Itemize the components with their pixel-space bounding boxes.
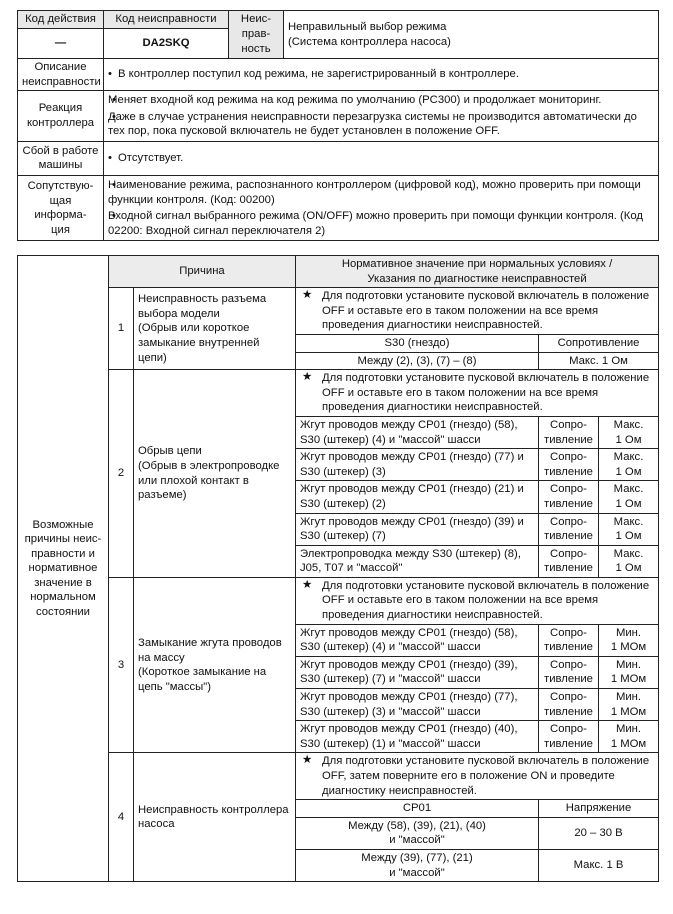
info-items — [104, 91, 659, 142]
measure-value: Макс. 1 Ом — [539, 352, 659, 370]
subheader: CP01 — [296, 800, 539, 818]
measure-kind: Сопро- тивление — [539, 545, 599, 577]
cause-text: Замыкание жгута проводов на массу (Короткое замыкание на цепь "массы") — [134, 577, 296, 753]
cause-header: Причина — [109, 256, 296, 288]
measure-value: Мин. 1 МОм — [599, 721, 659, 753]
subheader: Напряжение — [539, 800, 659, 818]
fault-code-header: Код неисправности — [104, 11, 229, 29]
action-code-header: Код действия — [18, 11, 104, 29]
info-label: Сбой в работе машины — [18, 141, 104, 175]
info-item: • Отсутствует. — [104, 141, 659, 175]
instruction-note: ★ Для подготовки установите пусковой включатель в положение OFF и оставьте его в таком положении на все время проведения диагностики неисправностей. — [296, 577, 659, 624]
measure-point: Жгут проводов между CP01 (гнездо) (77), S30 (штекер) (3) и "массой" шасси — [296, 689, 539, 721]
measure-point: Жгут проводов между CP01 (гнездо) (58), S30 (штекер) (4) и "массой" шасси — [296, 624, 539, 656]
info-items — [104, 175, 659, 240]
measure-point: Между (2), (3), (7) – (8) — [296, 352, 539, 370]
cause-text: Неисправность контроллера насоса — [134, 753, 296, 882]
cause-number: 1 — [109, 288, 134, 370]
info-label: Реакция контроллера — [18, 91, 104, 142]
action-code-value: — — [18, 29, 104, 59]
fault-code-value: DA2SKQ — [104, 29, 229, 59]
measure-value: Макс. 1 В — [539, 849, 659, 881]
measure-point: Жгут проводов между CP01 (гнездо) (39) и S30 (штекер) (7) — [296, 513, 539, 545]
cause-number: 2 — [109, 370, 134, 578]
measure-value: Мин. 1 МОм — [599, 624, 659, 656]
measure-kind: Сопро- тивление — [539, 513, 599, 545]
measure-point: Между (58), (39), (21), (40) и "массой" — [296, 817, 539, 849]
measure-kind: Сопро- тивление — [539, 481, 599, 513]
measure-point: Жгут проводов между CP01 (гнездо) (40), S30 (штекер) (1) и "массой" шасси — [296, 721, 539, 753]
measure-point: Жгут проводов между CP01 (гнездо) (21) и S30 (штекер) (2) — [296, 481, 539, 513]
info-item: • Даже в случае устранения неисправности перезагрузка системы не производится автоматически до тех пор, пока пусковой включатель не будет установлен в положение OFF. — [108, 109, 654, 140]
measure-point: Жгут проводов между CP01 (гнездо) (39), S30 (штекер) (7) и "массой" шасси — [296, 656, 539, 688]
causes-label: Возможные причины неис- правности и нормативное значение в нормальном состоянии — [18, 256, 109, 882]
measure-value: Макс. 1 Ом — [599, 481, 659, 513]
measure-kind: Сопро- тивление — [539, 689, 599, 721]
measure-point: Между (39), (77), (21) и "массой" — [296, 849, 539, 881]
info-item: • Входной сигнал выбранного режима (ON/OFF) можно проверить при помощи функции контроля. (Код 02200: Входной сигнал переключателя 2) — [108, 208, 654, 239]
measure-point: Электропроводка между S30 (штекер) (8), J05, T07 и "массой" — [296, 545, 539, 577]
instruction-note: ★ Для подготовки установите пусковой включатель в положение OFF и оставьте его в таком положении на все время проведения диагностики неисправностей. — [296, 370, 659, 417]
measure-value: 20 – 30 В — [539, 817, 659, 849]
measure-point: Жгут проводов между CP01 (гнездо) (58), S30 (штекер) (4) и "массой" шасси — [296, 416, 539, 448]
info-item: • Наименование режима, распознанного контроллером (цифровой код), можно проверить при помощи функции контроля. (Код: 00200) — [108, 177, 654, 208]
cause-text: Неисправность разъема выбора модели (Обрыв или короткое замыкание внутренней цепи) — [134, 288, 296, 370]
info-label: Сопутствую- щая информа- ция — [18, 175, 104, 240]
measure-value: Мин. 1 МОм — [599, 689, 659, 721]
subheader: Сопротивление — [539, 334, 659, 352]
cause-number: 3 — [109, 577, 134, 753]
measure-value: Макс. 1 Ом — [599, 449, 659, 481]
subheader: S30 (гнездо) — [296, 334, 539, 352]
info-item: • В контроллер поступил код режима, не зарегистрированный в контроллере. — [104, 59, 659, 91]
measure-kind: Сопро- тивление — [539, 656, 599, 688]
info-label: Описание неисправности — [18, 59, 104, 91]
diagnostic-table — [17, 255, 659, 882]
info-item: • Меняет входной код режима на код режима по умолчанию (PC300) и продолжает мониторинг. — [108, 92, 654, 109]
measure-value: Макс. 1 Ом — [599, 513, 659, 545]
measure-kind: Сопро- тивление — [539, 721, 599, 753]
fault-title: Неправильный выбор режима (Система контроллера насоса) — [284, 11, 659, 59]
instruction-note: ★ Для подготовки установите пусковой включатель в положение OFF и оставьте его в таком положении на все время проведения диагностики неисправностей. — [296, 288, 659, 335]
fault-summary-table — [17, 10, 659, 241]
cause-text: Обрыв цепи (Обрыв в электропроводке или плохой контакт в разъеме) — [134, 370, 296, 578]
measure-point: Жгут проводов между CP01 (гнездо) (77) и S30 (штекер) (3) — [296, 449, 539, 481]
measure-value: Макс. 1 Ом — [599, 545, 659, 577]
fault-header: Неис- прав- ность — [229, 11, 284, 59]
measure-value: Мин. 1 МОм — [599, 656, 659, 688]
measure-value: Макс. 1 Ом — [599, 416, 659, 448]
measure-kind: Сопро- тивление — [539, 449, 599, 481]
cause-number: 4 — [109, 753, 134, 882]
instruction-note: ★ Для подготовки установите пусковой включатель в положение OFF, затем поверните его в положение ON и проведите диагностику неисправностей. — [296, 753, 659, 800]
norm-header: Нормативное значение при нормальных условиях / Указания по диагностике неисправностей — [296, 256, 659, 288]
measure-kind: Сопро- тивление — [539, 416, 599, 448]
measure-kind: Сопро- тивление — [539, 624, 599, 656]
